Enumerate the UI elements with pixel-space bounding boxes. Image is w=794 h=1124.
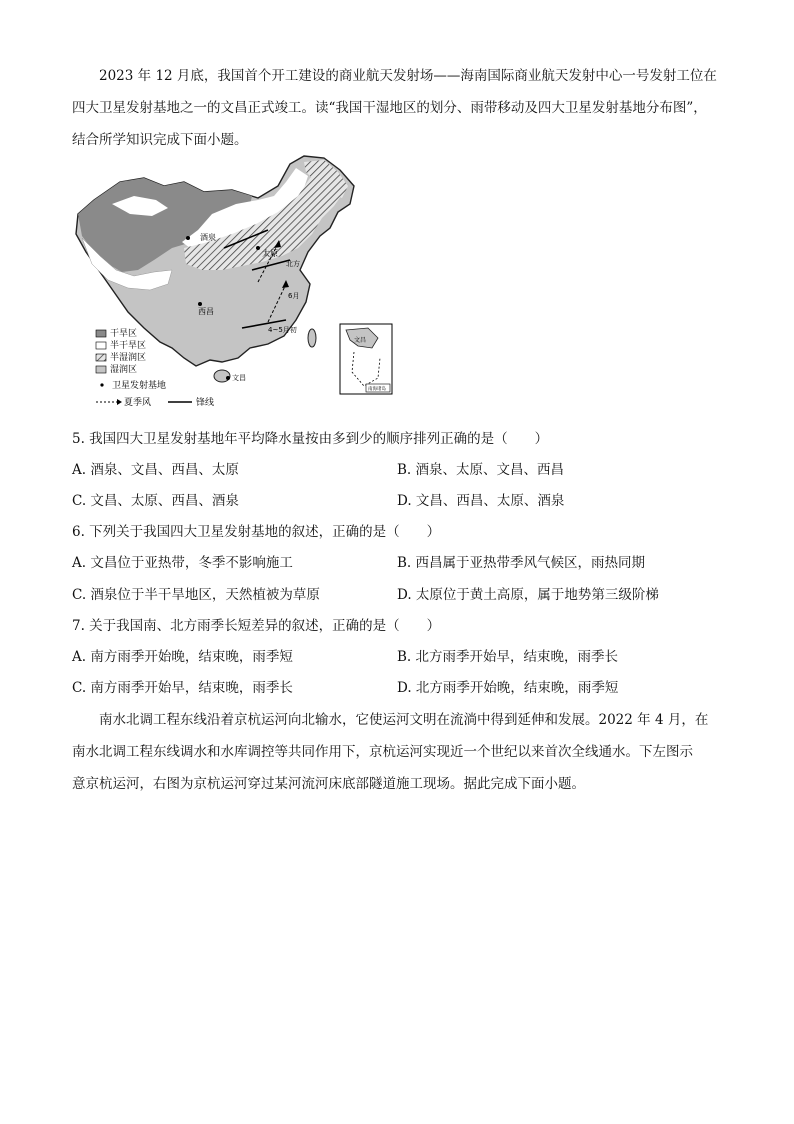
label-taiyuan: 太原 [262,249,278,258]
canal-intro-line-1: 南水北调工程东线沿着京杭运河向北输水，它使运河文明在流淌中得到延伸和发展。2022 年 4 月，在 [99,712,709,728]
label-june: 6月 [288,292,300,300]
legend-base: 卫星发射基地 [112,381,167,391]
question-7-option-b[interactable]: B. 北方雨季开始早，结束晚，雨季长 [397,649,619,665]
question-6-option-a[interactable]: A. 文昌位于亚热带，冬季不影响施工 [72,555,293,571]
question-7-option-a[interactable]: A. 南方雨季开始晚，结束晚，雨季短 [72,649,293,665]
label-jiuquan: 酒泉 [200,233,216,242]
question-6-stem: 6. 下列关于我国四大卫星发射基地的叙述，正确的是（ ） [72,524,441,540]
legend-humid: 湿润区 [110,365,138,375]
intro-line-2: 四大卫星发射基地之一的文昌正式竣工。读“我国干湿地区的划分、雨带移动及四大卫星发射基地分布图”， [72,100,707,116]
base-taiyuan [256,246,260,250]
question-5-option-d[interactable]: D. 文昌、西昌、太原、酒泉 [397,493,565,509]
inset-caption: 南海诸岛 [368,387,386,392]
south-china-sea-inset [340,324,392,394]
label-xichang: 西昌 [198,307,214,316]
legend-semihumid: 半湿润区 [110,353,147,363]
china-dry-wet-map [72,152,402,420]
label-may: 4~5月初 [268,326,297,334]
question-6-option-c[interactable]: C. 酒泉位于半干旱地区，天然植被为草原 [72,587,320,603]
question-6-option-d[interactable]: D. 太原位于黄土高原，属于地势第三级阶梯 [397,587,659,603]
legend-monsoon: 夏季风 [124,398,152,408]
canal-intro-line-3: 意京杭运河，右图为京杭运河穿过某河流河床底部隧道施工现场。据此完成下面小题。 [72,776,585,792]
inset-label-wenchang: 文昌 [354,337,367,344]
question-5-option-c[interactable]: C. 文昌、太原、西昌、酒泉 [72,493,239,509]
canal-intro-paragraph [72,704,727,800]
intro-paragraph [72,60,727,156]
label-north: 北方 [286,260,300,268]
base-xichang [198,302,202,306]
legend-front: 锋线 [196,398,215,408]
question-6-option-b[interactable]: B. 西昌属于亚热带季风气候区，雨热同期 [397,555,646,571]
legend-arid: 干旱区 [110,329,138,339]
question-5-option-b[interactable]: B. 酒泉、太原、文昌、西昌 [397,462,565,478]
hainan-island [214,370,230,382]
taiwan-island [308,329,316,347]
base-wenchang [226,376,230,380]
label-wenchang: 文昌 [232,374,246,382]
question-5-option-a[interactable]: A. 酒泉、文昌、西昌、太原 [72,462,239,478]
intro-line-3: 结合所学知识完成下面小题。 [72,132,248,148]
question-5-stem: 5. 我国四大卫星发射基地年平均降水量按由多到少的顺序排列正确的是（ ） [72,431,549,447]
intro-line-1: 2023 年 12 月底，我国首个开工建设的商业航天发射场——海南国际商业航天发射中心一号发射工位在 [99,68,717,84]
legend-semiarid: 半干旱区 [110,341,147,351]
question-7-option-d[interactable]: D. 北方雨季开始晚，结束晚，雨季短 [397,680,619,696]
canal-intro-line-2: 南水北调工程东线调水和水库调控等共同作用下，京杭运河实现近一个世纪以来首次全线通水。下左图示 [72,744,693,760]
base-jiuquan [186,236,190,240]
question-7-stem: 7. 关于我国南、北方雨季长短差异的叙述，正确的是（ ） [72,618,441,634]
question-7-option-c[interactable]: C. 南方雨季开始早，结束晚，雨季长 [72,680,293,696]
